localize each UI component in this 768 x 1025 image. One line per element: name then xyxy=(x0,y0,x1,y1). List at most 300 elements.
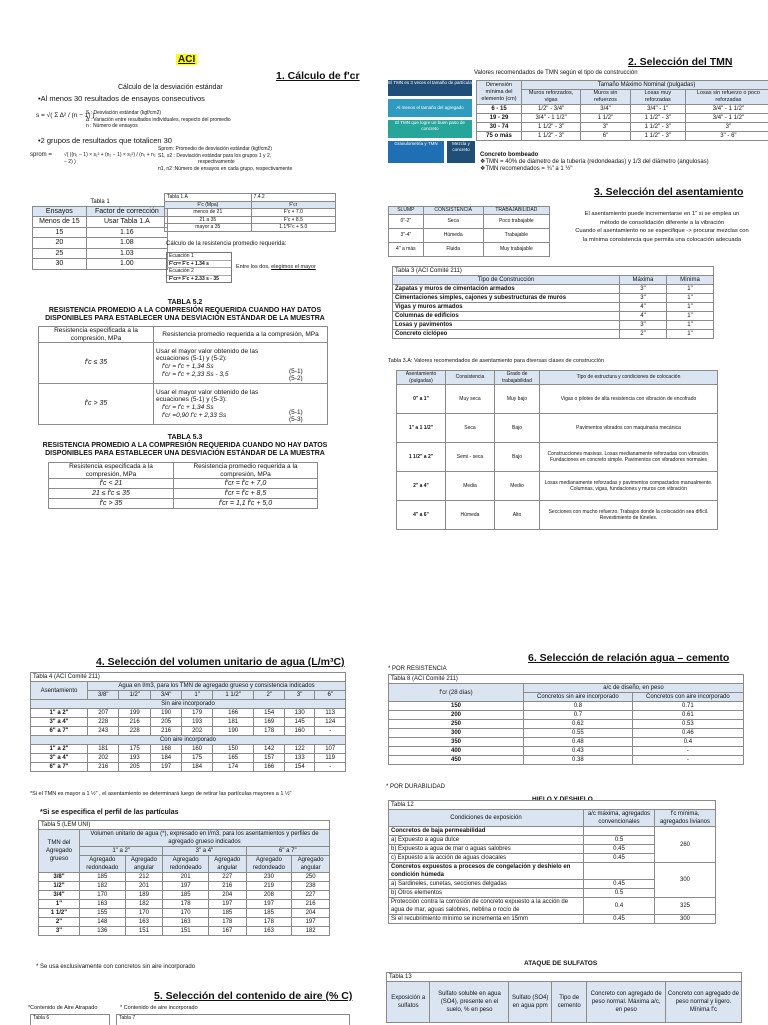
cell: 163 xyxy=(163,918,209,927)
cell: 3" xyxy=(685,123,768,132)
ataque-sulfatos-heading: ATAQUE DE SULFATOS xyxy=(524,960,597,967)
section-5-title: 5. Selección del contenido de aire (% C) xyxy=(154,990,352,1002)
cell: 197 xyxy=(150,763,181,772)
cell: Pavimentos vibrados con maquinaria mecánica xyxy=(540,414,718,443)
cell: 178 xyxy=(246,918,292,927)
cell: 205 xyxy=(150,718,181,727)
cell: a) Sardineles, cunetas, secciones delgadas xyxy=(389,880,584,889)
cell: f'c > 35 xyxy=(49,499,174,509)
tabla-5-note: * Se usa exclusivamente con concretos sin aire incorporado xyxy=(36,964,195,970)
table-row xyxy=(389,747,744,756)
cell: 2" xyxy=(620,330,667,339)
tabla-5-2 xyxy=(38,326,328,425)
tabla-5-2-heading xyxy=(32,299,338,323)
cell: 190 xyxy=(150,709,181,718)
cell: - xyxy=(632,747,743,756)
cell: 4" xyxy=(620,312,667,321)
cell: 6" xyxy=(581,132,631,141)
tabla-4-size: 6" xyxy=(315,691,346,700)
formula-2-lhs: sprom = xyxy=(30,152,52,158)
tmn-box-4: Granulometría y TMN xyxy=(388,141,444,163)
cell: Usar Tabla 1.A xyxy=(86,217,167,228)
cell: 0.71 xyxy=(632,702,743,711)
cell: 155 xyxy=(80,909,126,918)
table-row xyxy=(389,756,744,765)
text: f'cr = f'c + 2,33 Ss - 3,5 xyxy=(156,371,285,379)
table-row xyxy=(31,727,346,736)
table-row xyxy=(393,330,714,339)
cell: 154 xyxy=(284,763,314,772)
tabla-5-2-title: TABLA 5.2 xyxy=(32,299,338,307)
cell: 113 xyxy=(315,709,346,718)
cell: 6 - 15 xyxy=(477,105,522,114)
table-row xyxy=(31,745,346,754)
cell: 20 xyxy=(33,238,87,249)
cell: 0.53 xyxy=(632,720,743,729)
tabla-13-header: Sulfato soluble en agua (SO4), presente en el suelo, % en peso xyxy=(430,982,509,1023)
table-row xyxy=(477,123,768,132)
tmn-header: Muros sin refuerzos xyxy=(581,90,631,105)
cell: f'c ≤ 35 xyxy=(39,343,154,384)
cell: 250 xyxy=(389,720,524,729)
cell: 175 xyxy=(119,745,150,754)
tabla-1a-header: F'cr xyxy=(251,201,335,209)
cell: 175 xyxy=(182,754,212,763)
cell: 184 xyxy=(182,763,212,772)
table-row xyxy=(33,217,168,228)
cell: 400 xyxy=(389,747,524,756)
cell: 228 xyxy=(119,727,150,736)
text: ecuaciones (5-1) y (5-2): xyxy=(156,355,285,363)
tabla-13-title: Tabla 13 xyxy=(387,973,742,982)
cell: 4" a más xyxy=(389,242,424,256)
cell: 228 xyxy=(88,718,119,727)
cell: 179 xyxy=(182,709,212,718)
tmn-table xyxy=(476,80,768,141)
tabla-8-header-group: a/c de diseño, en peso xyxy=(524,684,744,693)
cell: 185 xyxy=(80,873,126,882)
cell: 3" xyxy=(39,927,80,936)
cell: Construcciones masivas. Losas medianamente reforzadas con vibración. Fundaciones en concreto simple. Pavimentos con vibradores normales xyxy=(540,443,718,472)
tabla-12-title: Tabla 12 xyxy=(389,801,716,810)
cell: f'c < 21 xyxy=(49,479,174,489)
table-row xyxy=(389,863,716,880)
tabla-13-header: Sulfato (SO4) en agua ppm xyxy=(509,982,552,1023)
cell: 21 a 35 xyxy=(165,216,252,224)
cell: 107 xyxy=(315,745,346,754)
tabla-3-header: Tipo de Construcción xyxy=(393,276,620,285)
tmn-header: Losas muy reforzadas xyxy=(630,90,685,105)
text: (5-3) xyxy=(289,416,325,424)
tabla-1-title: Tabla 1 xyxy=(32,198,168,206)
tabla-1-header: Factor de corrección xyxy=(86,207,167,217)
cell: 3" xyxy=(620,285,667,294)
tabla-3a-header: Grado de trabajabilidad xyxy=(495,371,540,385)
table-row xyxy=(31,763,346,772)
formula-2-body: √( ((n₁ − 1) × s₁² + (n₂ − 1) × s₂²) / (n₁ + n₂ − 2) ) xyxy=(64,152,156,165)
cell: 1" a 2" xyxy=(31,745,88,754)
cell: Muy bajo xyxy=(495,385,540,414)
text: El asentamiento puede incrementarse en 1" si se emplea un xyxy=(556,210,768,219)
ec1-label: Ecuación 1 xyxy=(167,253,231,261)
cell: 1.1*F'c + 5.0 xyxy=(251,224,335,232)
cell: 190 xyxy=(212,727,254,736)
formula-2-def: S1, s2 : Desviación estándar para los grupos 1 y 2, xyxy=(158,153,338,160)
cell: 1 1/2" xyxy=(39,909,80,918)
formula-1-def: Δ : Variación entre resultados individuales, respecto del promedio xyxy=(86,117,231,124)
cell: 1" xyxy=(667,312,714,321)
tabla-7-title: Tabla 7 xyxy=(116,1014,350,1025)
cell: 2" xyxy=(39,918,80,927)
cell: - xyxy=(315,727,346,736)
table-row xyxy=(39,900,330,909)
cell: Muy seca xyxy=(446,385,495,414)
cell: Zapatas y muros de cimentación armados xyxy=(393,285,620,294)
tabla-5-slump: 3" a 4" xyxy=(163,847,246,856)
tabla-13-header: Concreto con agregado de peso normal. Máxima a/c, en peso xyxy=(587,982,666,1023)
cell: 1.08 xyxy=(86,238,167,249)
text: (5-2) xyxy=(289,375,325,383)
cell: F'c + 8.5 xyxy=(251,216,335,224)
cell: 166 xyxy=(212,709,254,718)
cell xyxy=(287,384,328,425)
ec-note xyxy=(236,264,316,270)
cell: 197 xyxy=(208,900,246,909)
section-6-title: 6. Selección de relación agua – cemento xyxy=(528,652,729,664)
aire-atrapado-label: *Contenido de Aire Atrapado xyxy=(28,1005,97,1011)
cell: 3" xyxy=(620,321,667,330)
cell: Bajo xyxy=(495,443,540,472)
cell: 1" xyxy=(39,900,80,909)
table-row xyxy=(389,720,744,729)
cell: 0.38 xyxy=(524,756,633,765)
table-row xyxy=(31,754,346,763)
cell: 197 xyxy=(292,918,330,927)
cell: 168 xyxy=(150,745,181,754)
tabla-5-sub: Agregado angular xyxy=(292,856,330,873)
text: f'cr = f'c + 1,34 Ss xyxy=(156,404,285,412)
cell: 178 xyxy=(163,900,209,909)
cell: 230 xyxy=(246,873,292,882)
tabla-4-header: Asentamiento xyxy=(31,682,88,700)
tmn-header: Muros reforzados, vigas xyxy=(522,90,581,105)
cell: 25 xyxy=(33,248,87,259)
cell: 207 xyxy=(88,709,119,718)
cell: Secciones con mucho refuerzo. Trabajos donde la colocación sea difícil. Revestimiento de túneles. xyxy=(540,501,718,530)
cell: 181 xyxy=(88,745,119,754)
cell: 181 xyxy=(212,718,254,727)
cell: 1 1/2" - 3" xyxy=(522,123,581,132)
table-row xyxy=(39,882,330,891)
tabla-4-size: 1/2" xyxy=(119,691,150,700)
cell: 182 xyxy=(80,882,126,891)
cell: 0.7 xyxy=(524,711,633,720)
section-1-title: 1. Cálculo de f'cr xyxy=(276,70,360,82)
tabla-3 xyxy=(392,266,714,339)
cell: 15 xyxy=(33,227,87,238)
cell: Cimentaciones simples, cajones y subestructuras de muros xyxy=(393,294,620,303)
tabla-12-header: f'c mínima, agregados livianos xyxy=(655,810,716,827)
cell: 193 xyxy=(119,754,150,763)
tabla-4-sin-aire: Sin aire incorporado xyxy=(31,700,346,709)
cell: 130 xyxy=(284,709,314,718)
page-2 xyxy=(0,642,768,1024)
table-row xyxy=(389,228,550,242)
cell: 157 xyxy=(254,754,284,763)
tabla-8 xyxy=(388,674,744,765)
cell: 1.16 xyxy=(86,227,167,238)
tabla-5-header: TMN del Agregado grueso xyxy=(39,830,80,873)
cell: 0" a 1" xyxy=(397,385,446,414)
formula-1-defs xyxy=(86,110,231,130)
cell: 300 xyxy=(655,915,716,924)
table-row xyxy=(393,285,714,294)
cell: 1 1/2" xyxy=(581,114,631,123)
tabla-4-size: 3" xyxy=(284,691,314,700)
tabla-5-2-header: Resistencia promedio requerida a la compresión, MPa xyxy=(154,327,328,343)
cell: 178 xyxy=(208,918,246,927)
tabla-3-header: Mínima xyxy=(667,276,714,285)
tabla-8-header: Concretos sin aire incorporado xyxy=(524,693,633,702)
stddev-subtitle: Cálculo de la desviación estándar xyxy=(118,84,223,91)
table-row xyxy=(397,501,718,530)
cell: 204 xyxy=(292,909,330,918)
tabla-4-size: 3/4" xyxy=(150,691,181,700)
cell: 201 xyxy=(125,882,163,891)
table-row xyxy=(389,915,716,924)
tabla-6-title: Tabla 6 xyxy=(30,1014,110,1025)
table-row xyxy=(389,898,716,915)
formula-1-def: n : Número de ensayos xyxy=(86,123,231,130)
table-row xyxy=(397,385,718,414)
table-row xyxy=(39,343,328,384)
cell: 182 xyxy=(125,900,163,909)
cell: Fluida xyxy=(423,242,483,256)
tabla-5-sub: Agregado redondeado xyxy=(80,856,126,873)
tabla-5-3-title: TABLA 5.3 xyxy=(32,434,338,442)
asentamiento-text xyxy=(556,210,768,244)
cell: mayor a 35 xyxy=(165,224,252,232)
bullet-30-results: •Al menos 30 resultados de ensayos consecutivos xyxy=(38,94,205,103)
cell: 75 o más xyxy=(477,132,522,141)
tabla-5-3-heading xyxy=(32,434,338,458)
table-row xyxy=(389,242,550,256)
formula-2 xyxy=(30,152,52,158)
table-row xyxy=(165,216,336,224)
cell: 0.48 xyxy=(524,738,633,747)
cell: 150 xyxy=(212,745,254,754)
cell: 189 xyxy=(125,891,163,900)
table-row xyxy=(165,209,336,217)
table-row xyxy=(39,918,330,927)
cell: 170 xyxy=(163,909,209,918)
cell: 0.4 xyxy=(584,898,655,915)
cell: b) Expuesto a agua de mar o aguas salobres xyxy=(389,845,584,854)
slump-header: CONSISTENCIA xyxy=(423,207,483,215)
ec2-label: Ecuación 2 xyxy=(167,268,231,276)
text: la mínima consistencia que permita una colocación adecuada xyxy=(556,236,768,245)
text: (5-1) xyxy=(289,409,325,417)
tabla-5-3-header: Resistencia promedio requerida a la compresión, MPa xyxy=(174,463,318,479)
slump-header: TRABAJABILIDAD xyxy=(483,207,549,215)
cell: 174 xyxy=(212,763,254,772)
tmn-caption: Valores recomendados de TMN según el tipo de construcción xyxy=(474,70,638,76)
cell: 184 xyxy=(150,754,181,763)
cell: 450 xyxy=(389,756,524,765)
tmn-box-1: El TMN es 3 veces el tamaño de partícula xyxy=(388,80,472,96)
formula-1-def: S : Desviación estándar (kgf/cm2) xyxy=(86,110,231,117)
formula-2-def: Sprom: Promedio de desviación estándar (kgf/cm2) xyxy=(158,146,338,153)
por-durabilidad: * POR DURABILIDAD xyxy=(386,784,445,790)
tabla-1a-ref: 7.4.2 xyxy=(251,194,335,202)
cell: 300 xyxy=(389,729,524,738)
cell: 3/4" - 1 1/2" xyxy=(685,105,768,114)
tabla-1a-header: F'c (Mpa) xyxy=(165,201,252,209)
cell: 3" - 6" xyxy=(685,132,768,141)
table-row xyxy=(477,114,768,123)
cell: 1 1/2" - 3" xyxy=(522,132,581,141)
cell: 238 xyxy=(292,882,330,891)
slump-header: SLUMP xyxy=(389,207,424,215)
tabla-3a-header: Consistencia xyxy=(446,371,495,385)
tmn-box-3: El TMN que logre un buen paso de concreto xyxy=(388,120,472,138)
table-row xyxy=(165,224,336,232)
table-row xyxy=(393,294,714,303)
section-4-title-text: 4. Selección del volumen unitario de agua (L/m³C) xyxy=(96,656,345,668)
cell: 160 xyxy=(182,745,212,754)
tabla-12-header: a/c máxima, agregados convencionales xyxy=(584,810,655,827)
tmn-header: Losas sin refuerzo o poco reforzadas xyxy=(685,90,768,105)
cell: 1 1/2" - 3" xyxy=(630,123,685,132)
tabla-5-sub: Agregado redondeado xyxy=(163,856,209,873)
cell: 0.45 xyxy=(584,915,655,924)
table-row xyxy=(389,214,550,228)
cell: Poco trabajable xyxy=(483,214,549,228)
cell: Concretos de baja permeabilidad xyxy=(389,827,584,836)
cell: 1 1/2" - 3" xyxy=(630,132,685,141)
cell: 142 xyxy=(254,745,284,754)
table-row xyxy=(39,909,330,918)
cell: Losas medianamente reforzadas y pavimentos compactados manualmente. Columnas, vigas, fundaciones y muros con vibración xyxy=(540,472,718,501)
tabla-1a-title: Tabla 1.A xyxy=(165,194,252,202)
tabla-5-sub: Agregado redondeado xyxy=(246,856,292,873)
tabla-4 xyxy=(30,672,346,772)
cell: 0.62 xyxy=(524,720,633,729)
cell: Vigas o pilotes de alta resistencia con vibración de encofrado xyxy=(540,385,718,414)
tabla-8-header: Concretos con aire incorporado xyxy=(632,693,743,702)
table-row xyxy=(49,499,318,509)
tmn-box-2: Al menos el tamaño del agregado xyxy=(388,99,472,117)
ec1: F'cr= F'c + 1.34 s xyxy=(167,261,231,269)
cell: Seca xyxy=(446,414,495,443)
table-row xyxy=(31,709,346,718)
table-row xyxy=(39,873,330,882)
cell: 0"-2" xyxy=(389,214,424,228)
aire-incorporado-label: * Contenido de aire incorporado xyxy=(120,1005,198,1011)
cell: 0.4 xyxy=(632,738,743,747)
cell: 250 xyxy=(292,873,330,882)
tabla-4-header-group: Agua en l/m3, para los TMN de agregado grueso y consistencia indicados xyxy=(88,682,346,691)
cell: Medio xyxy=(495,472,540,501)
tabla-13-header: Exposición a sulfatos xyxy=(387,982,430,1023)
cell: Muy trabajable xyxy=(483,242,549,256)
tabla-13 xyxy=(386,972,742,1024)
cell: f'cr = f'c + 7,0 xyxy=(174,479,318,489)
cell: 170 xyxy=(125,909,163,918)
table-row xyxy=(389,738,744,747)
table-row xyxy=(33,227,168,238)
cell: 3/4" xyxy=(581,105,631,114)
section-3-title: 3. Selección del asentamiento xyxy=(594,186,743,198)
cell: Húmeda xyxy=(446,501,495,530)
tabla-3a-caption: Tabla 3.A: Valores recomendados de asentamiento para diversas clases de construcción xyxy=(388,358,604,364)
cell: Protección contra la corrosión de concreto expuesto a la acción de agua de mar, aguas salobres, neblina o rocío de xyxy=(389,898,584,915)
tabla-4-note: *Si el TMN es mayor a 1 ½" , el asentamiento se determinará luego de retirar las partículas mayores a 1 ½" xyxy=(30,791,292,797)
table-row xyxy=(389,827,716,836)
cell: menos de 21 xyxy=(165,209,252,217)
tabla-8-title: Tabla 8 (ACI Comité 211) xyxy=(389,675,744,684)
hielo-deshielo-heading: HIELO Y DESHIELO xyxy=(532,796,593,803)
text: f'cr = f'c + 1,34 Ss xyxy=(156,363,285,371)
cell: 160 xyxy=(284,727,314,736)
cell: f'cr = f'c + 8,5 xyxy=(174,489,318,499)
ec-note-link: elegimos el mayor xyxy=(271,264,316,270)
cell: 1.00 xyxy=(86,259,167,270)
cell: 145 xyxy=(284,718,314,727)
text: método de consolidación diferente a la vibración xyxy=(556,219,768,228)
tabla-5-2-header: Resistencia especificada a la compresión, MPa xyxy=(39,327,154,343)
cell: 163 xyxy=(125,918,163,927)
tabla-3a xyxy=(396,370,718,530)
table-row xyxy=(389,711,744,720)
cell: 166 xyxy=(254,763,284,772)
cell: 165 xyxy=(212,754,254,763)
tabla-4-size: 1" xyxy=(182,691,212,700)
table-row xyxy=(39,891,330,900)
cell: 204 xyxy=(208,891,246,900)
cell: 325 xyxy=(655,898,716,915)
tabla-13-header: Concreto con agregado de peso normal y ligero. Mínima f'c xyxy=(665,982,741,1023)
formula-1-body: √( Σ Δ² / (n − 1) ) xyxy=(47,112,95,119)
cell: 6" a 7" xyxy=(31,727,88,736)
cell: 216 xyxy=(88,763,119,772)
cell: 3/8" xyxy=(39,873,80,882)
cell: 3" a 4" xyxy=(31,718,88,727)
cell: Si el recubrimiento mínimo se incrementa en 15mm xyxy=(389,915,584,924)
cell: 193 xyxy=(182,718,212,727)
text: ecuaciones (5-1) y (5-3): xyxy=(156,396,285,404)
cell xyxy=(287,343,328,384)
bombeado-line: ❖TMN = 40% de diámetro de la tubería (redondeadas) y 1/3 del diámetro (angulosas) xyxy=(480,159,709,166)
table-row xyxy=(49,489,318,499)
cell: 208 xyxy=(246,891,292,900)
cell: 1/2" xyxy=(39,882,80,891)
equations-box xyxy=(166,252,232,283)
tabla-5-2-sub: RESISTENCIA PROMEDIO A LA COMPRESIÓN REQUERIDA CUANDO HAY DATOS xyxy=(32,307,338,315)
cell: 300 xyxy=(655,863,716,898)
table-row xyxy=(33,259,168,270)
cell: 3/4" - 1 1/2" xyxy=(685,114,768,123)
tabla-1 xyxy=(32,198,168,270)
cell: b) Otros elementos xyxy=(389,889,584,898)
cell: c) Expuesto a la acción de aguas cloacales xyxy=(389,854,584,863)
cell: 0.61 xyxy=(632,711,743,720)
table-row xyxy=(477,132,768,141)
cell: Media xyxy=(446,472,495,501)
cell: 216 xyxy=(292,900,330,909)
cell: 1" xyxy=(667,294,714,303)
cell: Trabajable xyxy=(483,228,549,242)
